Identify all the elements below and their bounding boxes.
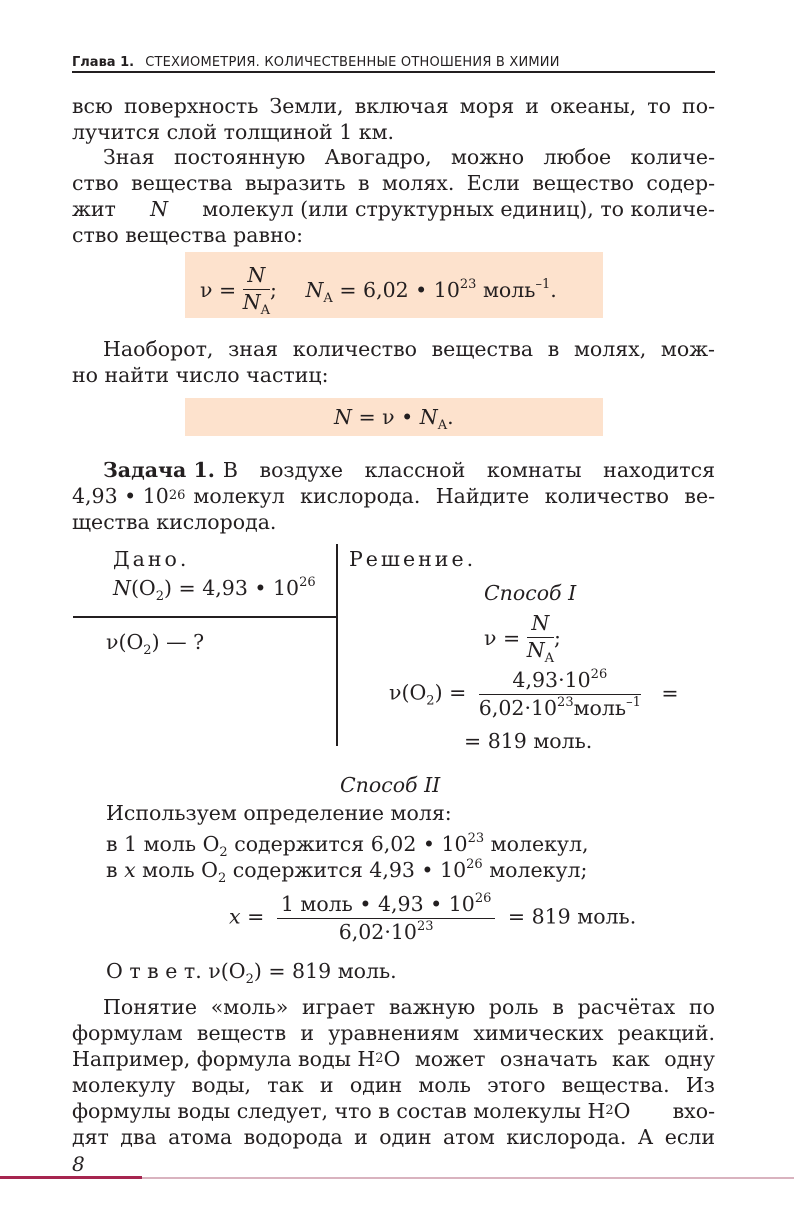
text-line: молекулу воды, так и один моль этого вещества. Из bbox=[72, 1073, 715, 1097]
table-divider-horizontal bbox=[73, 616, 336, 618]
solution-label: Решение. bbox=[349, 547, 477, 571]
text-line: ство вещества выразить в молях. Если вещество содер- bbox=[72, 171, 715, 195]
text-line: ство вещества равно: bbox=[72, 223, 303, 247]
given-value: $N(O_2) = 4,93$ • $10^{26}$ bbox=[113, 575, 316, 604]
text-line: формулы воды следует, что в состав молекулы H 2 O вхо- bbox=[72, 1099, 715, 1123]
fraction: $\frac{N}{N_A}$ bbox=[526, 611, 555, 666]
text-line: Зная постоянную Авогадро, можно любое количе- bbox=[103, 145, 715, 169]
fraction: $\frac{4,93\cdot 10^{26}}{6,02\cdot 10^{23}моль^{-1}}$ bbox=[478, 667, 641, 720]
task-line: Задача 1. В воздухе классной комнаты находится bbox=[103, 458, 715, 482]
text-line: Используем определение моля: bbox=[106, 801, 452, 825]
running-header bbox=[72, 51, 560, 70]
footer-accent-bar bbox=[0, 1176, 142, 1179]
formula-particles: N = ν • $N_A$. bbox=[334, 405, 454, 433]
chapter-label: Глава 1. bbox=[72, 55, 135, 70]
text-line: в x моль $O_2$ содержится 4,93 • $10^{26}$ молекул; bbox=[106, 857, 588, 886]
footer-rule bbox=[142, 1177, 794, 1179]
page-number: 8 bbox=[72, 1152, 85, 1176]
text-line: Например, формула воды H 2 O может означать как одну bbox=[72, 1047, 715, 1071]
header-rule bbox=[72, 71, 715, 73]
task-line: щества кислорода. bbox=[72, 510, 277, 534]
text-line: формулам веществ и уравнениям химических реакций. bbox=[72, 1021, 715, 1045]
answer-label: О т в е т. bbox=[106, 959, 202, 983]
text-line: дят два атома водорода и один атом кислорода. А если bbox=[72, 1125, 715, 1149]
chapter-title: СТЕХИОМЕТРИЯ. КОЛИЧЕСТВЕННЫЕ ОТНОШЕНИЯ В ХИМИИ bbox=[145, 55, 560, 70]
task-line: 4,93 • 10 26 молекул кислорода. Найдите количество ве- bbox=[72, 484, 715, 508]
text-line: Наоборот, зная количество вещества в молях, мож- bbox=[103, 337, 715, 361]
given-label: Дано. bbox=[113, 547, 190, 571]
fraction: $\frac{1 моль • 4,93 • 10^{26}}{6,02\cdot 10^{23}}$ bbox=[277, 892, 496, 944]
answer-line: О т в е т. $\nu(O_2) = 819$ моль. bbox=[106, 959, 397, 987]
method2-formula: x = $\frac{1 моль • 4,93 • 10^{26}}{6,02\cdot 10^{23}}$ = 819 моль. bbox=[229, 891, 637, 944]
task-label: Задача 1. bbox=[103, 458, 215, 482]
var-n: N bbox=[150, 197, 169, 221]
text-line: жит N молекул (или структурных единиц), то количе- bbox=[72, 197, 715, 221]
text-line: но найти число частиц: bbox=[72, 363, 329, 387]
find-value: $\nu(O_2)$ — ? bbox=[106, 630, 205, 658]
method1-title: Способ I bbox=[484, 581, 577, 605]
fraction: $\frac{N}{N_A}$ bbox=[242, 263, 271, 318]
table-divider-vertical bbox=[336, 544, 338, 746]
solution-calc: $\nu(O_2)$ = $\frac{4,93\cdot 10^{26}}{6,02\cdot 10^{23}моль^{-1}}$ = bbox=[389, 667, 679, 720]
formula-amount: ν = $\frac{N}{N_A}$ ; $N_A = 6,02$ • $10^{23}$ моль$^{-1}$. bbox=[200, 263, 557, 318]
method2-title: Способ II bbox=[340, 773, 441, 797]
solution-formula: ν = $\frac{N}{N_A}$ ; bbox=[484, 611, 561, 666]
solution-result: = 819 моль. bbox=[464, 729, 593, 753]
text-line: всю поверхность Земли, включая моря и океаны, то по- bbox=[72, 94, 715, 118]
text-line: лучится слой толщиной 1 км. bbox=[72, 120, 395, 144]
text-line: Понятие «моль» играет важную роль в расчётах по bbox=[103, 995, 715, 1019]
text-line: в 1 моль $O_2$ содержится 6,02 • $10^{23}$ молекул, bbox=[106, 831, 589, 860]
